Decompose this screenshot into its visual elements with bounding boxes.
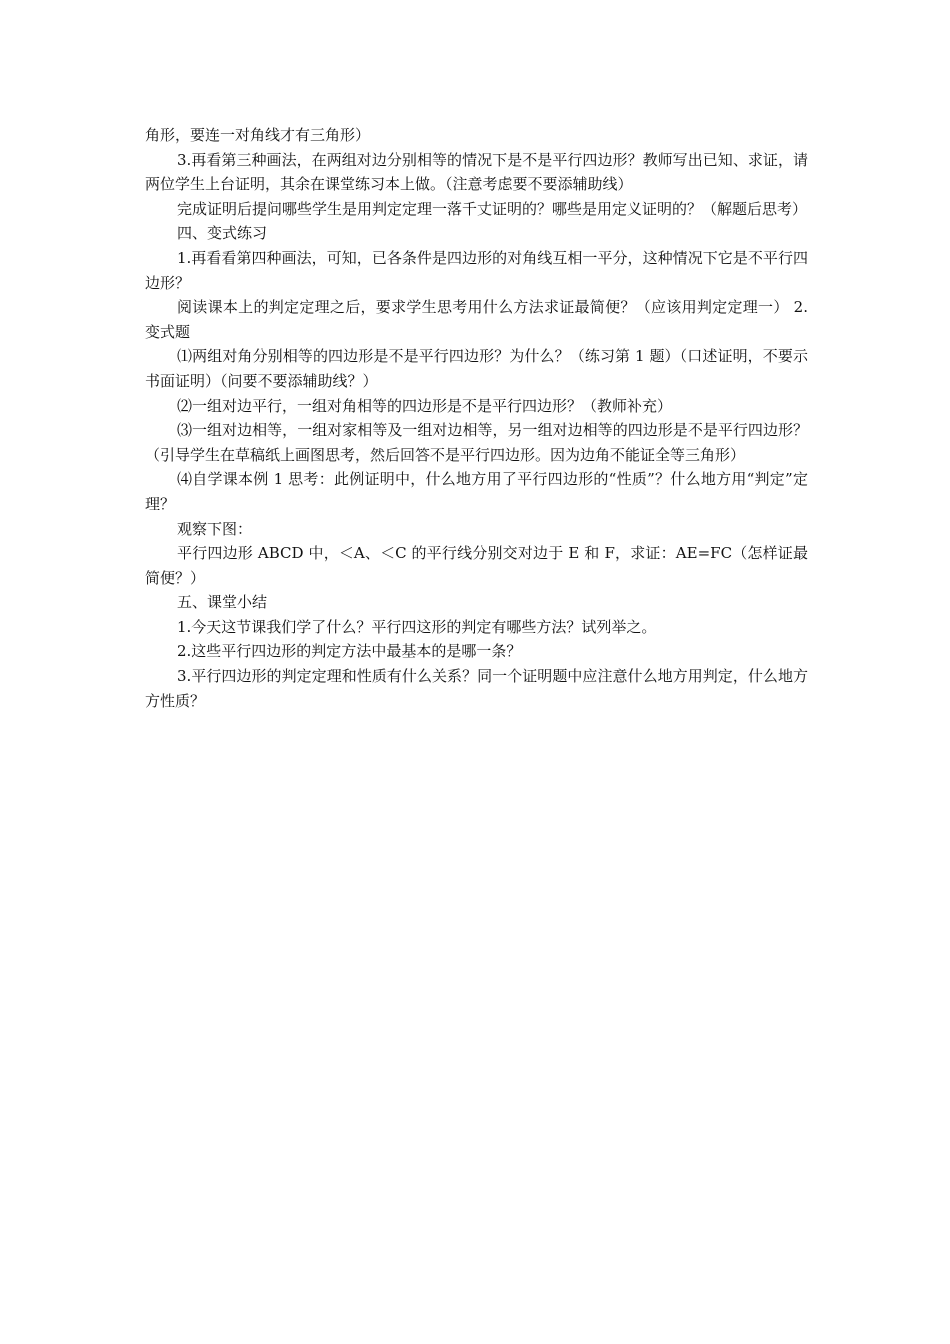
paragraph-fourth-method: 1.再看看第四种画法，可知，已各条件是四边形的对角线互相一平分，这种情况下它是不平行四边形？ (145, 248, 808, 292)
paragraph-third-method: 3.再看第三种画法，在两组对边分别相等的情况下是不是平行四边形？教师写出已知、求证，请两位学生上台证明，其余在课堂练习本上做。（注意考虑要不要添辅助线） (145, 150, 808, 194)
paragraph-summary-2: 2.这些平行四边形的判定方法中最基本的是哪一条？ (177, 642, 522, 661)
document-body (145, 123, 808, 713)
paragraph-variant-4: ⑷自学课本例 1 思考：此例证明中，什么地方用了平行四边形的“性质”？什么地方用“判定”定理？ (145, 470, 808, 513)
section-heading-variant-practice: 四、变式练习 (177, 224, 268, 243)
paragraph-variant-1: ⑴两组对角分别相等的四边形是不是平行四边形？为什么？（练习第 1 题）（口述证明，不要示书面证明）（问要不要添辅助线？） (145, 347, 808, 390)
paragraph-observe-figure: 观察下图： (177, 519, 253, 538)
paragraph-summary-3: 3.平行四边形的判定定理和性质有什么关系？同一个证明题中应注意什么地方用判定，什么地方方性质？ (145, 667, 808, 710)
paragraph-variant-3: ⑶一组对边相等，一组对家相等及一组对边相等，另一组对边相等的四边形是不是平行四边形？（引导学生在草稿纸上画图思考，然后回答不是平行四边形。因为边角不能证全等三角形） (145, 421, 808, 464)
paragraph-continuation: 角形，要连一对角线才有三角形） (145, 126, 371, 144)
paragraph-variant-2: ⑵一组对边平行，一组对角相等的四边形是不是平行四边形？（教师补充） (177, 396, 673, 415)
paragraph-proof-question: 完成证明后提问哪些学生是用判定定理一落千丈证明的？哪些是用定义证明的？（解题后思考） (177, 199, 808, 218)
section-heading-summary: 五、课堂小结 (177, 593, 268, 612)
paragraph-parallelogram-problem: 平行四边形 ABCD 中，＜A、＜C 的平行线分别交对边于 E 和 F，求证：AE=FC（怎样证最简便？） (145, 544, 808, 587)
paragraph-summary-1: 1.今天这节课我们学了什么？平行四这形的判定有哪些方法？试列举之。 (177, 617, 657, 636)
paragraph-read-textbook: 阅读课本上的判定定理之后，要求学生思考用什么方法求证最简便？（应该用判定定理一） 2.变式题 (145, 298, 808, 341)
